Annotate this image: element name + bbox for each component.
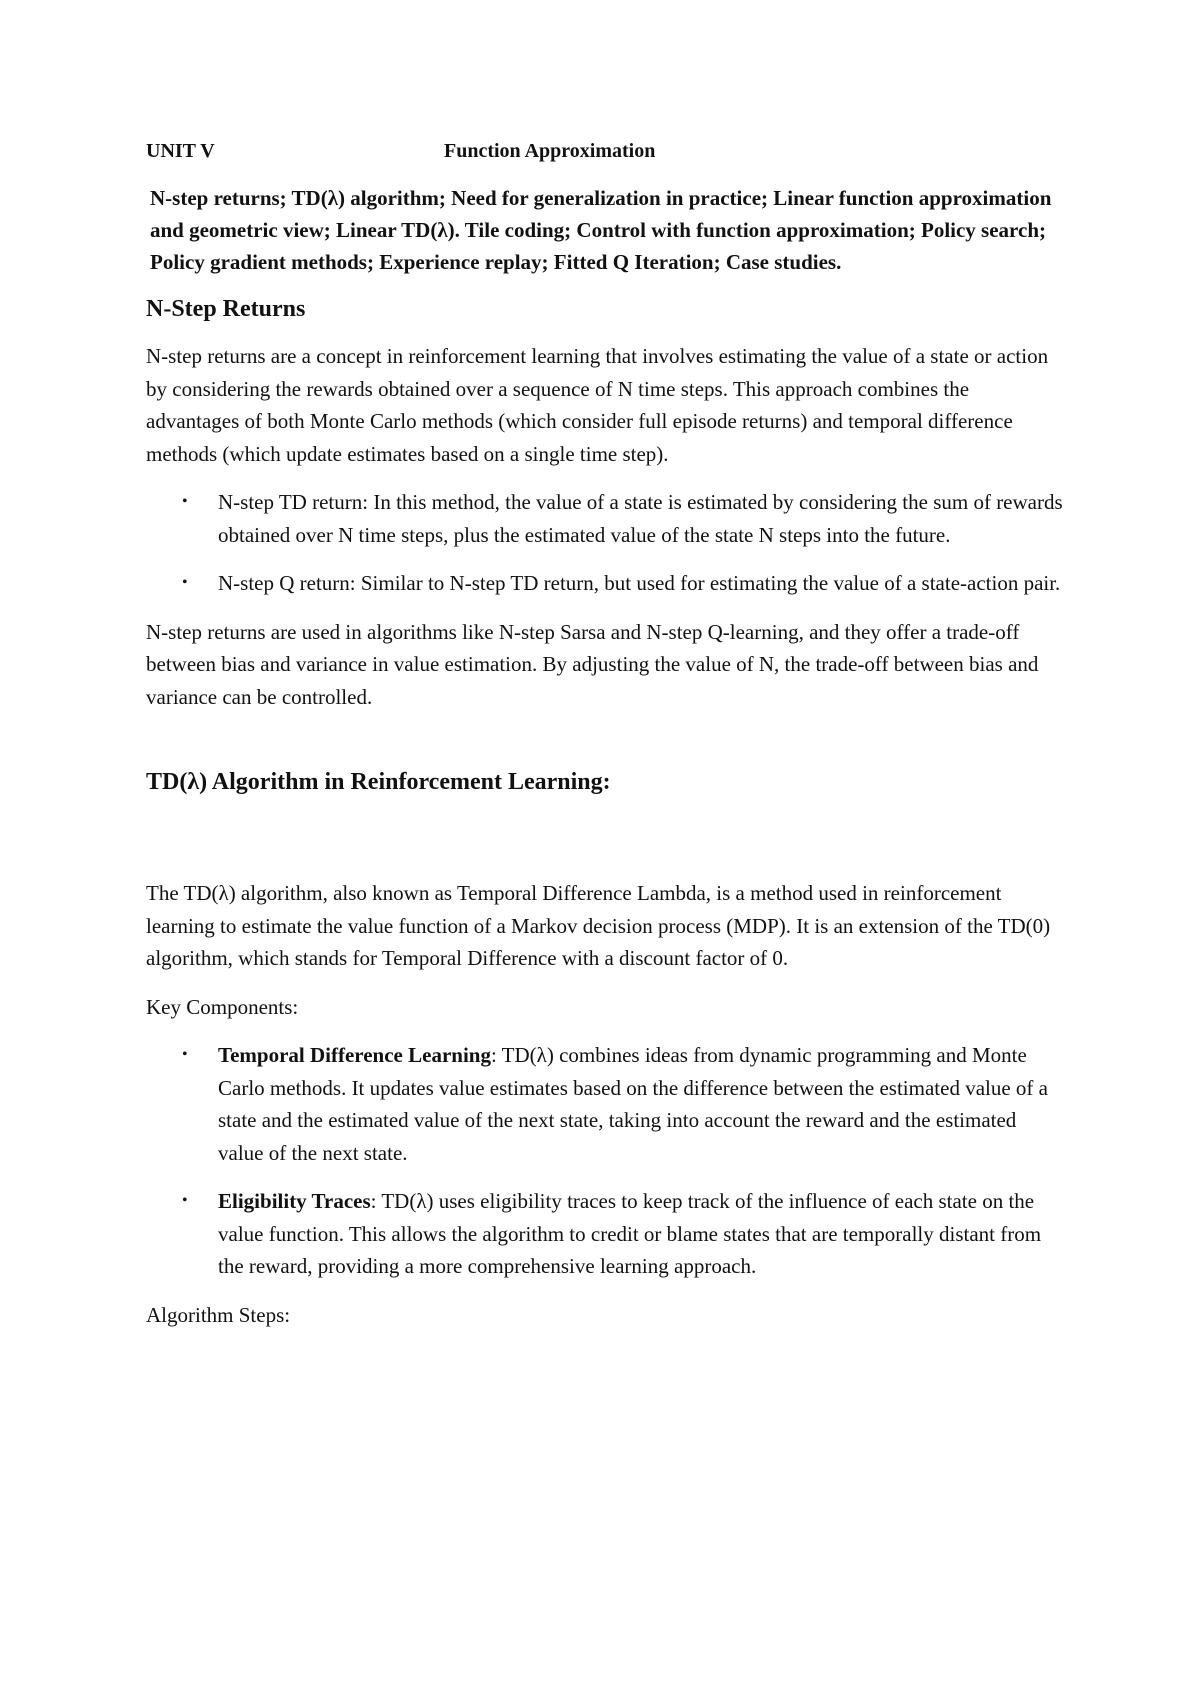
- td-lambda-heading: TD(λ) Algorithm in Reinforcement Learning:: [146, 769, 611, 795]
- document-page: [146, 140, 1066, 1347]
- bullet-icon: •: [182, 574, 188, 591]
- syllabus-topics: N-step returns; TD(λ) algorithm; Need for generalization in practice; Linear function approximation and geometric view; Linear TD(λ). Tile coding; Control with function approximation; Policy search; Policy gradient methods; Experience replay; Fitted Q Iteration; Case studies.: [150, 186, 1052, 274]
- bullet-icon: •: [182, 493, 188, 510]
- list-item: [182, 1039, 1066, 1169]
- unit-title: Function Approximation: [444, 140, 656, 162]
- components-bullet-list: [146, 1039, 1066, 1283]
- unit-label: UNIT V: [146, 140, 215, 162]
- nstep-intro: N-step returns are a concept in reinforcement learning that involves estimating the value of a state or action by considering the rewards obtained over a sequence of N time steps. This approach combines the advantages of both Monte Carlo methods (which consider full episode returns) and temporal difference methods (which update estimates based on a single time step).: [146, 344, 1049, 466]
- nstep-bullet-td: N-step TD return: In this method, the value of a state is estimated by considering the sum of rewards obtained over N time steps, plus the estimated value of the state N steps into the future.: [218, 490, 1063, 547]
- component-text: : TD(λ) combines ideas from dynamic programming and Monte Carlo methods. It updates value estimates based on the difference between the estimated value of a state and the estimated value of the next state, taking into account the reward and the estimated value of the next state.: [218, 1043, 1048, 1165]
- list-item: [182, 486, 1066, 551]
- nstep-heading: N-Step Returns: [146, 296, 306, 322]
- key-components-label: Key Components:: [146, 994, 299, 1019]
- nstep-bullet-list: [146, 486, 1066, 600]
- component-term: Temporal Difference Learning: [218, 1043, 491, 1067]
- nstep-outro: N-step returns are used in algorithms like N-step Sarsa and N-step Q-learning, and they offer a trade-off between bias and variance in value estimation. By adjusting the value of N, the trade-off between bias and variance can be controlled.: [146, 619, 1039, 709]
- list-item: [182, 1185, 1066, 1283]
- bullet-icon: •: [182, 1046, 188, 1063]
- component-text: : TD(λ) uses eligibility traces to keep track of the influence of each state on the value function. This allows the algorithm to credit or blame states that are temporally distant from the reward, providing a more comprehensive learning approach.: [218, 1189, 1042, 1278]
- algorithm-steps-label: Algorithm Steps:: [146, 1302, 291, 1327]
- nstep-bullet-q: N-step Q return: Similar to N-step TD return, but used for estimating the value of a state-action pair.: [218, 571, 1061, 595]
- component-term: Eligibility Traces: [218, 1189, 371, 1213]
- td-lambda-intro: The TD(λ) algorithm, also known as Temporal Difference Lambda, is a method used in reinforcement learning to estimate the value function of a Markov decision process (MDP). It is an extension of the TD(0) algorithm, which stands for Temporal Difference with a discount factor of 0.: [146, 881, 1051, 970]
- bullet-icon: •: [182, 1192, 188, 1209]
- unit-header: [146, 140, 1066, 170]
- list-item: [182, 567, 1066, 600]
